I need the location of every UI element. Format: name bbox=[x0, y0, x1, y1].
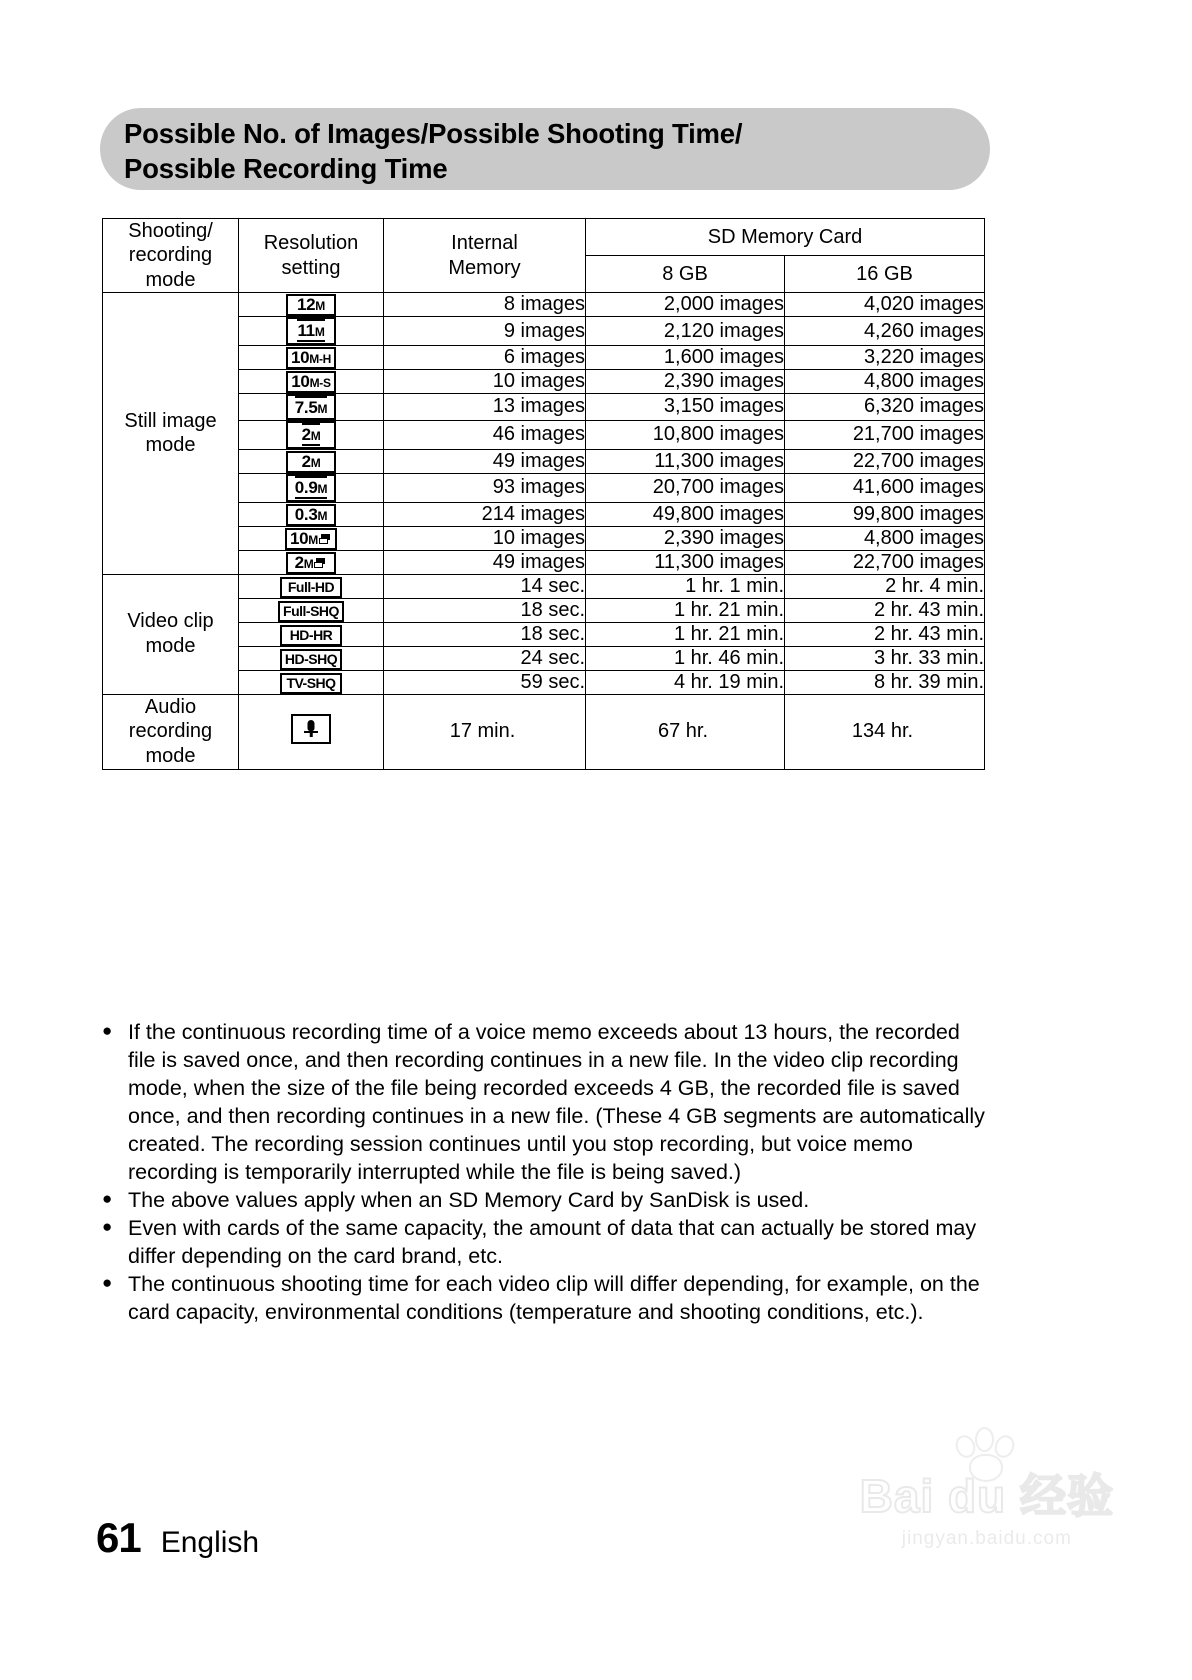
sd-8gb-value: 1 hr. 21 min. bbox=[586, 622, 785, 646]
bullet-icon: ● bbox=[102, 1189, 113, 1209]
resolution-icon-TV-SHQ: TV-SHQ bbox=[280, 673, 342, 694]
mode-label-cell bbox=[103, 574, 239, 694]
sd-16gb-value: 3,220 images bbox=[785, 346, 985, 370]
note-item bbox=[102, 1186, 992, 1214]
internal-memory-value: 214 images bbox=[384, 502, 586, 526]
header-shooting-mode: Shooting/ recording mode bbox=[103, 219, 239, 293]
notes-list bbox=[102, 1018, 992, 1327]
page-language: English bbox=[160, 1526, 260, 1559]
note-item bbox=[102, 1270, 992, 1326]
sd-16gb-value: 6,320 images bbox=[785, 394, 985, 421]
sd-16gb-value: 2 hr. 43 min. bbox=[785, 598, 985, 622]
header-internal-memory: Internal Memory bbox=[384, 219, 586, 293]
resolution-icon-2M: 2M bbox=[286, 451, 336, 473]
sd-8gb-value: 1 hr. 1 min. bbox=[586, 574, 785, 598]
resolution-icon-cell bbox=[239, 317, 384, 346]
note-item bbox=[102, 1214, 992, 1270]
sd-8gb-value: 4 hr. 19 min. bbox=[586, 670, 785, 694]
resolution-icon-HD-SHQ: HD-SHQ bbox=[280, 649, 342, 670]
resolution-icon-cell bbox=[239, 526, 384, 550]
sd-8gb-value: 3,150 images bbox=[586, 394, 785, 421]
sd-16gb-value: 4,800 images bbox=[785, 526, 985, 550]
sd-8gb-value: 2,120 images bbox=[586, 317, 785, 346]
sd-16gb-value: 2 hr. 4 min. bbox=[785, 574, 985, 598]
internal-memory-value: 6 images bbox=[384, 346, 586, 370]
internal-memory-value: 13 images bbox=[384, 394, 586, 421]
table-row bbox=[103, 293, 985, 317]
header-sd-memory-card: SD Memory Card bbox=[586, 219, 985, 256]
sd-8gb-value: 1,600 images bbox=[586, 346, 785, 370]
paw-print-icon bbox=[952, 1427, 1022, 1485]
capacity-table bbox=[102, 218, 985, 770]
table-body bbox=[103, 293, 985, 770]
sd-8gb-value: 2,390 images bbox=[586, 370, 785, 394]
internal-memory-value: 9 images bbox=[384, 317, 586, 346]
baidu-watermark bbox=[860, 1471, 1114, 1550]
sd-16gb-value: 21,700 images bbox=[785, 420, 985, 449]
sd-16gb-value: 3 hr. 33 min. bbox=[785, 646, 985, 670]
sd-8gb-value: 10,800 images bbox=[586, 420, 785, 449]
internal-memory-value: 49 images bbox=[384, 550, 586, 574]
resolution-icon-0.3M: 0.3M bbox=[286, 504, 336, 526]
header-8gb: 8 GB bbox=[586, 256, 785, 293]
sequence-shot-glyph bbox=[319, 534, 332, 545]
mode-label-cell bbox=[103, 694, 239, 769]
mode-label-line: Audio bbox=[144, 695, 197, 718]
bullet-icon: ● bbox=[102, 1217, 113, 1237]
resolution-icon-cell bbox=[239, 574, 384, 598]
sd-8gb-value: 49,800 images bbox=[586, 502, 785, 526]
sd-8gb-value: 2,000 images bbox=[586, 293, 785, 317]
resolution-icon-cell bbox=[239, 370, 384, 394]
internal-memory-value: 49 images bbox=[384, 449, 586, 473]
header-resolution-setting: Resolution setting bbox=[239, 219, 384, 293]
sd-16gb-value: 2 hr. 43 min. bbox=[785, 622, 985, 646]
resolution-icon-10M-H: 10M-H bbox=[286, 347, 336, 369]
resolution-icon-10M-S: 10M-S bbox=[286, 371, 336, 393]
resolution-icon-HD-HR: HD-HR bbox=[280, 625, 342, 646]
internal-memory-value: 59 sec. bbox=[384, 670, 586, 694]
mode-label-line: mode bbox=[145, 745, 196, 768]
note-text: Even with cards of the same capacity, the amount of data that can actually be stored may differ depending on the card brand, etc. bbox=[128, 1216, 977, 1269]
page-number: 61 bbox=[96, 1514, 141, 1561]
internal-memory-value: 17 min. bbox=[384, 694, 586, 769]
sd-8gb-value: 1 hr. 21 min. bbox=[586, 598, 785, 622]
resolution-icon-2M: 2M bbox=[286, 421, 336, 449]
resolution-icon-cell bbox=[239, 598, 384, 622]
resolution-icon-cell bbox=[239, 694, 384, 769]
resolution-icon-cell bbox=[239, 622, 384, 646]
sd-16gb-value: 4,020 images bbox=[785, 293, 985, 317]
table-row bbox=[103, 694, 985, 769]
resolution-icon-cell bbox=[239, 293, 384, 317]
page-title-line-1: Possible No. of Images/Possible Shooting Time/ bbox=[124, 118, 743, 149]
resolution-icon-Full-SHQ: Full-SHQ bbox=[278, 601, 344, 622]
sd-8gb-value: 20,700 images bbox=[586, 473, 785, 502]
resolution-icon-cell bbox=[239, 550, 384, 574]
sd-8gb-value: 11,300 images bbox=[586, 550, 785, 574]
watermark-sub-text: jingyan.baidu.com bbox=[901, 1528, 1072, 1549]
resolution-icon-12M: 12M bbox=[286, 294, 336, 316]
sd-16gb-value: 99,800 images bbox=[785, 502, 985, 526]
sd-16gb-value: 22,700 images bbox=[785, 550, 985, 574]
resolution-icon-cell bbox=[239, 646, 384, 670]
sd-16gb-value: 41,600 images bbox=[785, 473, 985, 502]
internal-memory-value: 93 images bbox=[384, 473, 586, 502]
sequence-shot-glyph bbox=[314, 558, 327, 569]
mode-label-line: recording bbox=[128, 720, 213, 743]
sd-16gb-value: 22,700 images bbox=[785, 449, 985, 473]
mode-label-line: mode bbox=[145, 434, 196, 457]
internal-memory-value: 14 sec. bbox=[384, 574, 586, 598]
resolution-icon-10M-seq: 10M bbox=[285, 528, 337, 550]
page-title-line-2: Possible Recording Time bbox=[124, 152, 448, 184]
resolution-icon-0.9M: 0.9M bbox=[286, 474, 336, 502]
resolution-icon-cell bbox=[239, 346, 384, 370]
internal-memory-value: 8 images bbox=[384, 293, 586, 317]
page-title-banner bbox=[100, 108, 990, 190]
mode-label-line: Video clip bbox=[127, 610, 214, 633]
internal-memory-value: 10 images bbox=[384, 526, 586, 550]
table-row bbox=[103, 574, 985, 598]
resolution-icon-11M: 11M bbox=[286, 317, 336, 345]
sd-16gb-value: 8 hr. 39 min. bbox=[785, 670, 985, 694]
table-header bbox=[103, 219, 985, 293]
internal-memory-value: 24 sec. bbox=[384, 646, 586, 670]
resolution-icon-cell bbox=[239, 420, 384, 449]
bullet-icon: ● bbox=[102, 1021, 113, 1040]
internal-memory-value: 18 sec. bbox=[384, 622, 586, 646]
bullet-icon: ● bbox=[102, 1273, 113, 1293]
sd-16gb-value: 134 hr. bbox=[785, 694, 985, 769]
resolution-icon-cell bbox=[239, 502, 384, 526]
sd-8gb-value: 67 hr. bbox=[586, 694, 785, 769]
sd-16gb-value: 4,260 images bbox=[785, 317, 985, 346]
mode-label-cell bbox=[103, 293, 239, 574]
note-item bbox=[102, 1018, 992, 1186]
internal-memory-value: 46 images bbox=[384, 420, 586, 449]
resolution-icon-cell bbox=[239, 394, 384, 421]
resolution-icon-cell bbox=[239, 473, 384, 502]
page-footer bbox=[96, 1514, 259, 1562]
note-text: The continuous shooting time for each video clip will differ depending, for example, on the card capacity, environmental conditions (temperature and shooting conditions, etc.). bbox=[128, 1272, 980, 1325]
header-16gb: 16 GB bbox=[785, 256, 985, 293]
mode-label-line: Still image bbox=[124, 409, 217, 432]
sd-8gb-value: 2,390 images bbox=[586, 526, 785, 550]
note-text: The above values apply when an SD Memory Card by SanDisk is used. bbox=[128, 1188, 810, 1213]
table-header-row-1 bbox=[103, 219, 985, 256]
resolution-icon-cell bbox=[239, 449, 384, 473]
resolution-icon-cell bbox=[239, 670, 384, 694]
sd-8gb-value: 11,300 images bbox=[586, 449, 785, 473]
note-text: If the continuous recording time of a voice memo exceeds about 13 hours, the recorded file is saved once, and then recording continues in a new file. In the video clip recording mode, when the size of the file being recorded exceeds 4 GB, the recorded file is saved once, and then recording continues in a new file. (These 4 GB segments are automatically created. The recording session continues until you stop recording, but voice memo recording is temporarily interrupted while the file is being saved.) bbox=[128, 1020, 985, 1185]
internal-memory-value: 18 sec. bbox=[384, 598, 586, 622]
resolution-icon-7.5M: 7.5M bbox=[286, 394, 336, 420]
watermark-main-text: Bai du 经验 bbox=[859, 1470, 1114, 1523]
resolution-icon-2M-seq: 2M bbox=[286, 552, 336, 574]
sd-8gb-value: 1 hr. 46 min. bbox=[586, 646, 785, 670]
internal-memory-value: 10 images bbox=[384, 370, 586, 394]
sd-16gb-value: 4,800 images bbox=[785, 370, 985, 394]
microphone-icon bbox=[291, 714, 331, 744]
resolution-icon-Full-HD: Full-HD bbox=[280, 577, 342, 598]
mode-label-line: mode bbox=[145, 635, 196, 658]
